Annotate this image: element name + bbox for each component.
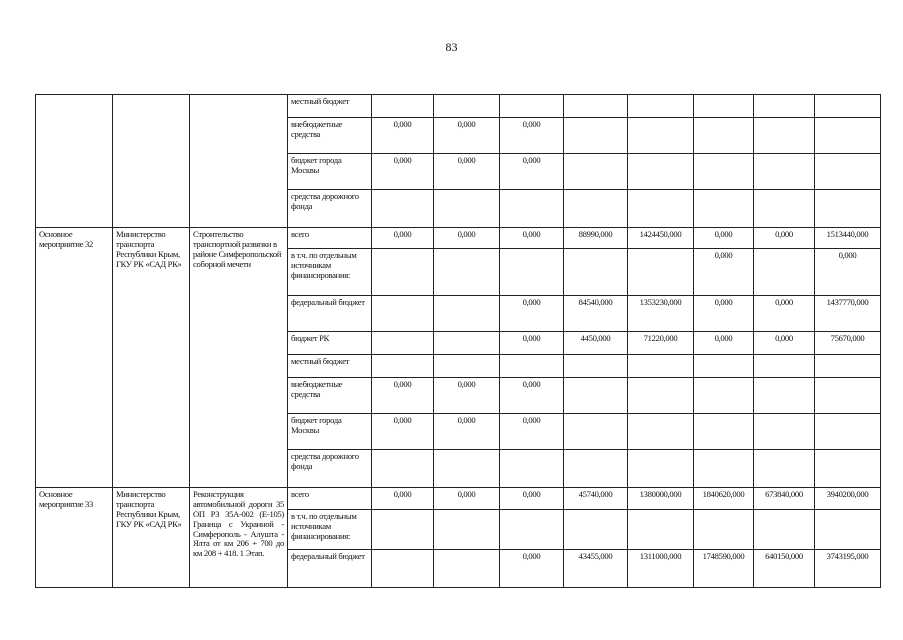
value-cell <box>754 95 815 118</box>
source-cell: бюджет РК <box>288 332 372 355</box>
value-cell <box>694 154 754 190</box>
value-cell: 43455,000 <box>564 550 628 588</box>
value-cell: 0,000 <box>500 414 564 450</box>
value-cell <box>694 190 754 228</box>
measure-name-cell: Основное мероприятие 33 <box>36 488 113 588</box>
value-cell: 0,000 <box>434 378 500 414</box>
value-cell <box>754 510 815 550</box>
value-cell <box>815 355 881 378</box>
source-cell: средства дорожного фонда <box>288 190 372 228</box>
value-cell: 1424450,000 <box>628 228 694 249</box>
value-cell: 0,000 <box>754 296 815 332</box>
source-cell: федеральный бюджет <box>288 550 372 588</box>
value-cell: 0,000 <box>500 488 564 510</box>
value-cell <box>694 414 754 450</box>
value-cell <box>372 510 434 550</box>
value-cell <box>434 296 500 332</box>
prev-measure-cell <box>36 95 113 228</box>
value-cell <box>815 510 881 550</box>
value-cell <box>815 450 881 488</box>
value-cell <box>694 355 754 378</box>
value-cell: 75670,000 <box>815 332 881 355</box>
value-cell <box>815 95 881 118</box>
value-cell: 1311000,000 <box>628 550 694 588</box>
source-cell: бюджет города Москвы <box>288 414 372 450</box>
value-cell <box>434 450 500 488</box>
value-cell <box>628 414 694 450</box>
source-cell: бюджет города Москвы <box>288 154 372 190</box>
source-cell: в т.ч. по отдельным источникам финансирования: <box>288 510 372 550</box>
value-cell <box>564 510 628 550</box>
value-cell <box>754 378 815 414</box>
value-cell <box>372 355 434 378</box>
value-cell: 1380000,000 <box>628 488 694 510</box>
value-cell: 0,000 <box>372 488 434 510</box>
value-cell: 45740,000 <box>564 488 628 510</box>
value-cell: 0,000 <box>500 332 564 355</box>
value-cell: 3743195,000 <box>815 550 881 588</box>
source-cell: федеральный бюджет <box>288 296 372 332</box>
table-row <box>36 95 881 118</box>
value-cell: 0,000 <box>434 118 500 154</box>
value-cell <box>628 118 694 154</box>
value-cell: 673840,000 <box>754 488 815 510</box>
value-cell: 1840620,000 <box>694 488 754 510</box>
value-cell <box>564 378 628 414</box>
source-cell: местный бюджет <box>288 355 372 378</box>
value-cell <box>372 450 434 488</box>
value-cell <box>694 378 754 414</box>
value-cell <box>500 249 564 296</box>
value-cell: 4450,000 <box>564 332 628 355</box>
value-cell <box>754 249 815 296</box>
value-cell <box>628 378 694 414</box>
value-cell <box>628 510 694 550</box>
value-cell <box>754 355 815 378</box>
source-cell: всего <box>288 228 372 249</box>
value-cell <box>372 550 434 588</box>
value-cell: 0,000 <box>500 378 564 414</box>
value-cell <box>372 190 434 228</box>
value-cell <box>694 450 754 488</box>
value-cell: 0,000 <box>372 118 434 154</box>
value-cell <box>628 355 694 378</box>
value-cell: 0,000 <box>434 488 500 510</box>
value-cell: 0,000 <box>694 228 754 249</box>
value-cell: 0,000 <box>500 550 564 588</box>
value-cell: 0,000 <box>434 228 500 249</box>
value-cell <box>694 95 754 118</box>
value-cell <box>564 190 628 228</box>
description-cell: Строительство транспортной развязки в районе Симферопольской соборной мечети <box>190 228 288 488</box>
prev-description-cell <box>190 95 288 228</box>
value-cell <box>372 249 434 296</box>
source-cell: всего <box>288 488 372 510</box>
value-cell: 1748590,000 <box>694 550 754 588</box>
value-cell: 1437770,000 <box>815 296 881 332</box>
value-cell: 71220,000 <box>628 332 694 355</box>
value-cell <box>434 355 500 378</box>
value-cell: 0,000 <box>815 249 881 296</box>
value-cell <box>694 118 754 154</box>
value-cell: 0,000 <box>372 228 434 249</box>
source-cell: в т.ч. по отдельным источникам финансирования: <box>288 249 372 296</box>
value-cell <box>434 510 500 550</box>
value-cell: 0,000 <box>500 228 564 249</box>
value-cell: 0,000 <box>434 414 500 450</box>
prev-executor-cell <box>113 95 190 228</box>
value-cell <box>694 510 754 550</box>
value-cell <box>434 332 500 355</box>
source-cell: внебюджетные средства <box>288 118 372 154</box>
measure-name-cell: Основное мероприятие 32 <box>36 228 113 488</box>
executor-cell: Министерство транспорта Республики Крым, ГКУ РК «САД РК» <box>113 228 190 488</box>
value-cell: 88990,000 <box>564 228 628 249</box>
value-cell <box>754 414 815 450</box>
value-cell <box>500 450 564 488</box>
description-cell: Реконструкция автомобильной дороги 35 ОП РЗ 35А-002 (Е-105) Граница с Украиной - Симферополь - Алушта - Ялта от км 206 + 700 до км 208 + 418. 1 Этап. <box>190 488 288 588</box>
value-cell: 0,000 <box>500 118 564 154</box>
source-cell: средства дорожного фонда <box>288 450 372 488</box>
value-cell <box>372 332 434 355</box>
value-cell <box>815 154 881 190</box>
value-cell: 0,000 <box>500 296 564 332</box>
value-cell <box>628 249 694 296</box>
value-cell: 0,000 <box>694 332 754 355</box>
source-cell: внебюджетные средства <box>288 378 372 414</box>
value-cell <box>372 296 434 332</box>
value-cell <box>434 249 500 296</box>
value-cell: 0,000 <box>372 414 434 450</box>
executor-cell: Министерство транспорта Республики Крым, ГКУ РК «САД РК» <box>113 488 190 588</box>
value-cell: 0,000 <box>500 154 564 190</box>
value-cell <box>754 118 815 154</box>
value-cell <box>815 118 881 154</box>
value-cell: 640150,000 <box>754 550 815 588</box>
value-cell <box>564 249 628 296</box>
value-cell: 1353230,000 <box>628 296 694 332</box>
value-cell <box>564 450 628 488</box>
page-number: 83 <box>445 40 458 54</box>
value-cell <box>500 355 564 378</box>
value-cell <box>815 190 881 228</box>
value-cell <box>564 118 628 154</box>
value-cell <box>754 154 815 190</box>
value-cell: 0,000 <box>694 249 754 296</box>
value-cell <box>628 190 694 228</box>
value-cell: 0,000 <box>694 296 754 332</box>
value-cell <box>815 414 881 450</box>
value-cell <box>628 95 694 118</box>
value-cell: 84540,000 <box>564 296 628 332</box>
value-cell <box>434 95 500 118</box>
value-cell: 0,000 <box>372 378 434 414</box>
value-cell <box>434 190 500 228</box>
value-cell <box>815 378 881 414</box>
value-cell <box>564 414 628 450</box>
value-cell <box>500 95 564 118</box>
value-cell: 1513440,000 <box>815 228 881 249</box>
value-cell: 0,000 <box>754 332 815 355</box>
value-cell: 0,000 <box>754 228 815 249</box>
table-row <box>36 228 881 249</box>
value-cell <box>500 190 564 228</box>
value-cell <box>564 355 628 378</box>
value-cell <box>754 190 815 228</box>
value-cell <box>564 95 628 118</box>
value-cell <box>628 450 694 488</box>
table-row <box>36 488 881 510</box>
value-cell <box>500 510 564 550</box>
value-cell <box>434 550 500 588</box>
value-cell <box>628 154 694 190</box>
value-cell <box>564 154 628 190</box>
value-cell: 3940200,000 <box>815 488 881 510</box>
value-cell <box>372 95 434 118</box>
source-cell: местный бюджет <box>288 95 372 118</box>
value-cell <box>754 450 815 488</box>
budget-table <box>35 94 881 588</box>
value-cell: 0,000 <box>434 154 500 190</box>
value-cell: 0,000 <box>372 154 434 190</box>
